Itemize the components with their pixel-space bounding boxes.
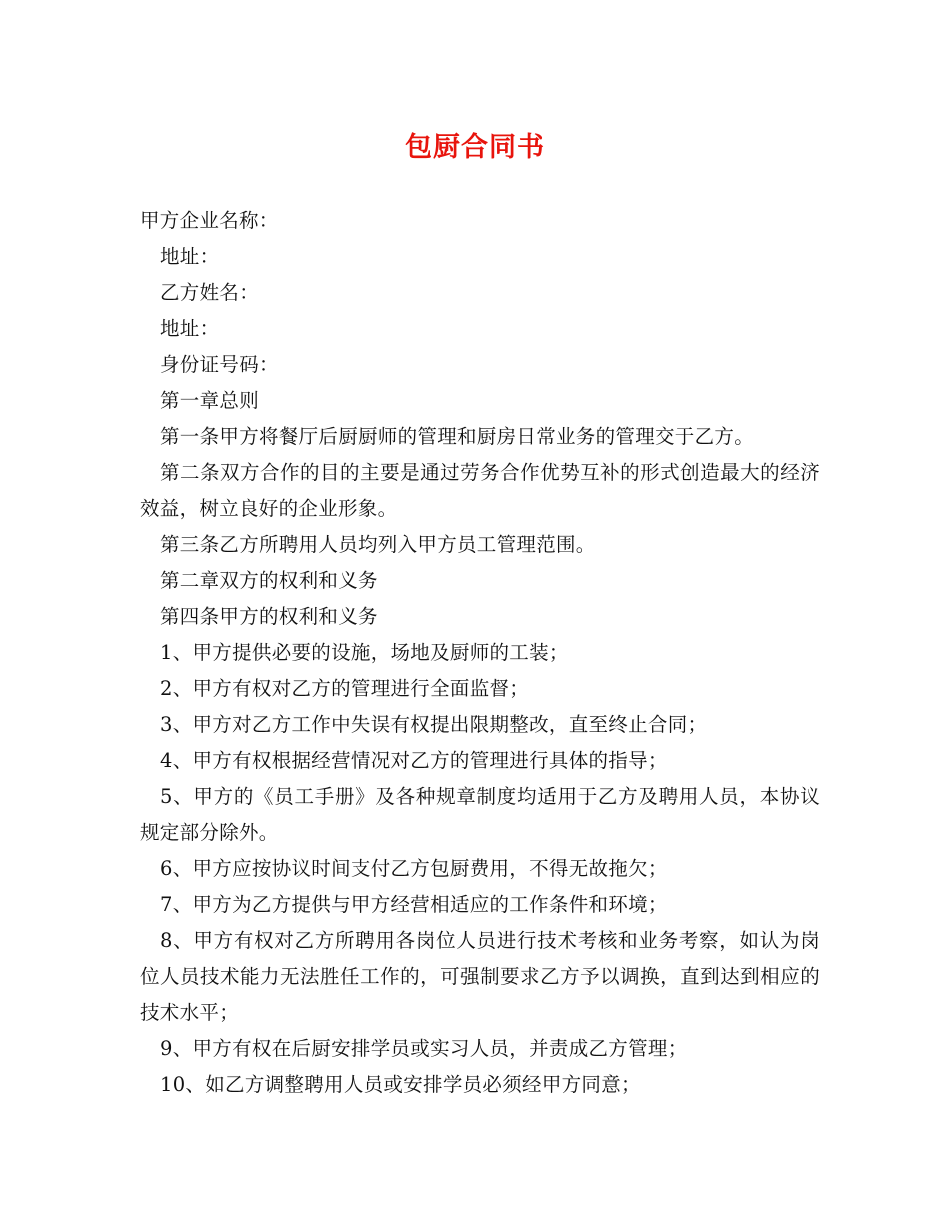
list-item-5: 5、甲方的《员工手册》及各种规章制度均适用于乙方及聘用人员，本协议规定部分除外。	[140, 785, 820, 844]
article-3: 第三条乙方所聘用人员均列入甲方员工管理范围。	[160, 533, 596, 556]
list-item-9: 9、甲方有权在后厨安排学员或实习人员，并责成乙方管理；	[160, 1037, 688, 1060]
paragraph-party-a-address: 地址：	[160, 245, 220, 268]
list-item-6: 6、甲方应按协议时间支付乙方包厨费用，不得无故拖欠；	[160, 857, 668, 880]
list-item-7: 7、甲方为乙方提供与甲方经营相适应的工作条件和环境；	[160, 893, 668, 916]
list-item-2: 2、甲方有权对乙方的管理进行全面监督；	[160, 677, 530, 700]
list-item-3: 3、甲方对乙方工作中失误有权提出限期整改，直至终止合同；	[160, 713, 708, 736]
paragraph-id-number: 身份证号码：	[160, 353, 279, 376]
article-2: 第二条双方合作的目的主要是通过劳务合作优势互补的形式创造最大的经济效益，树立良好的企业形象。	[140, 461, 820, 520]
list-item-8: 8、甲方有权对乙方所聘用各岗位人员进行技术考核和业务考察，如认为岗位人员技术能力无法胜任工作的，可强制要求乙方予以调换，直到达到相应的技术水平；	[140, 929, 820, 1024]
list-item-4: 4、甲方有权根据经营情况对乙方的管理进行具体的指导；	[160, 749, 668, 772]
paragraph-party-a-company: 甲方企业名称：	[140, 209, 279, 232]
article-4: 第四条甲方的权利和义务	[160, 605, 378, 628]
chapter-heading-1: 第一章总则	[160, 389, 260, 412]
document-body	[140, 203, 820, 1103]
chapter-heading-2: 第二章双方的权利和义务	[160, 569, 378, 592]
paragraph-party-b-name: 乙方姓名：	[160, 281, 260, 304]
article-1: 第一条甲方将餐厅后厨厨师的管理和厨房日常业务的管理交于乙方。	[160, 425, 755, 448]
document-title: 包厨合同书	[405, 132, 545, 163]
list-item-1: 1、甲方提供必要的设施，场地及厨师的工装；	[160, 641, 569, 664]
paragraph-party-b-address: 地址：	[160, 317, 220, 340]
list-item-10: 10、如乙方调整聘用人员或安排学员必须经甲方同意；	[160, 1073, 641, 1096]
